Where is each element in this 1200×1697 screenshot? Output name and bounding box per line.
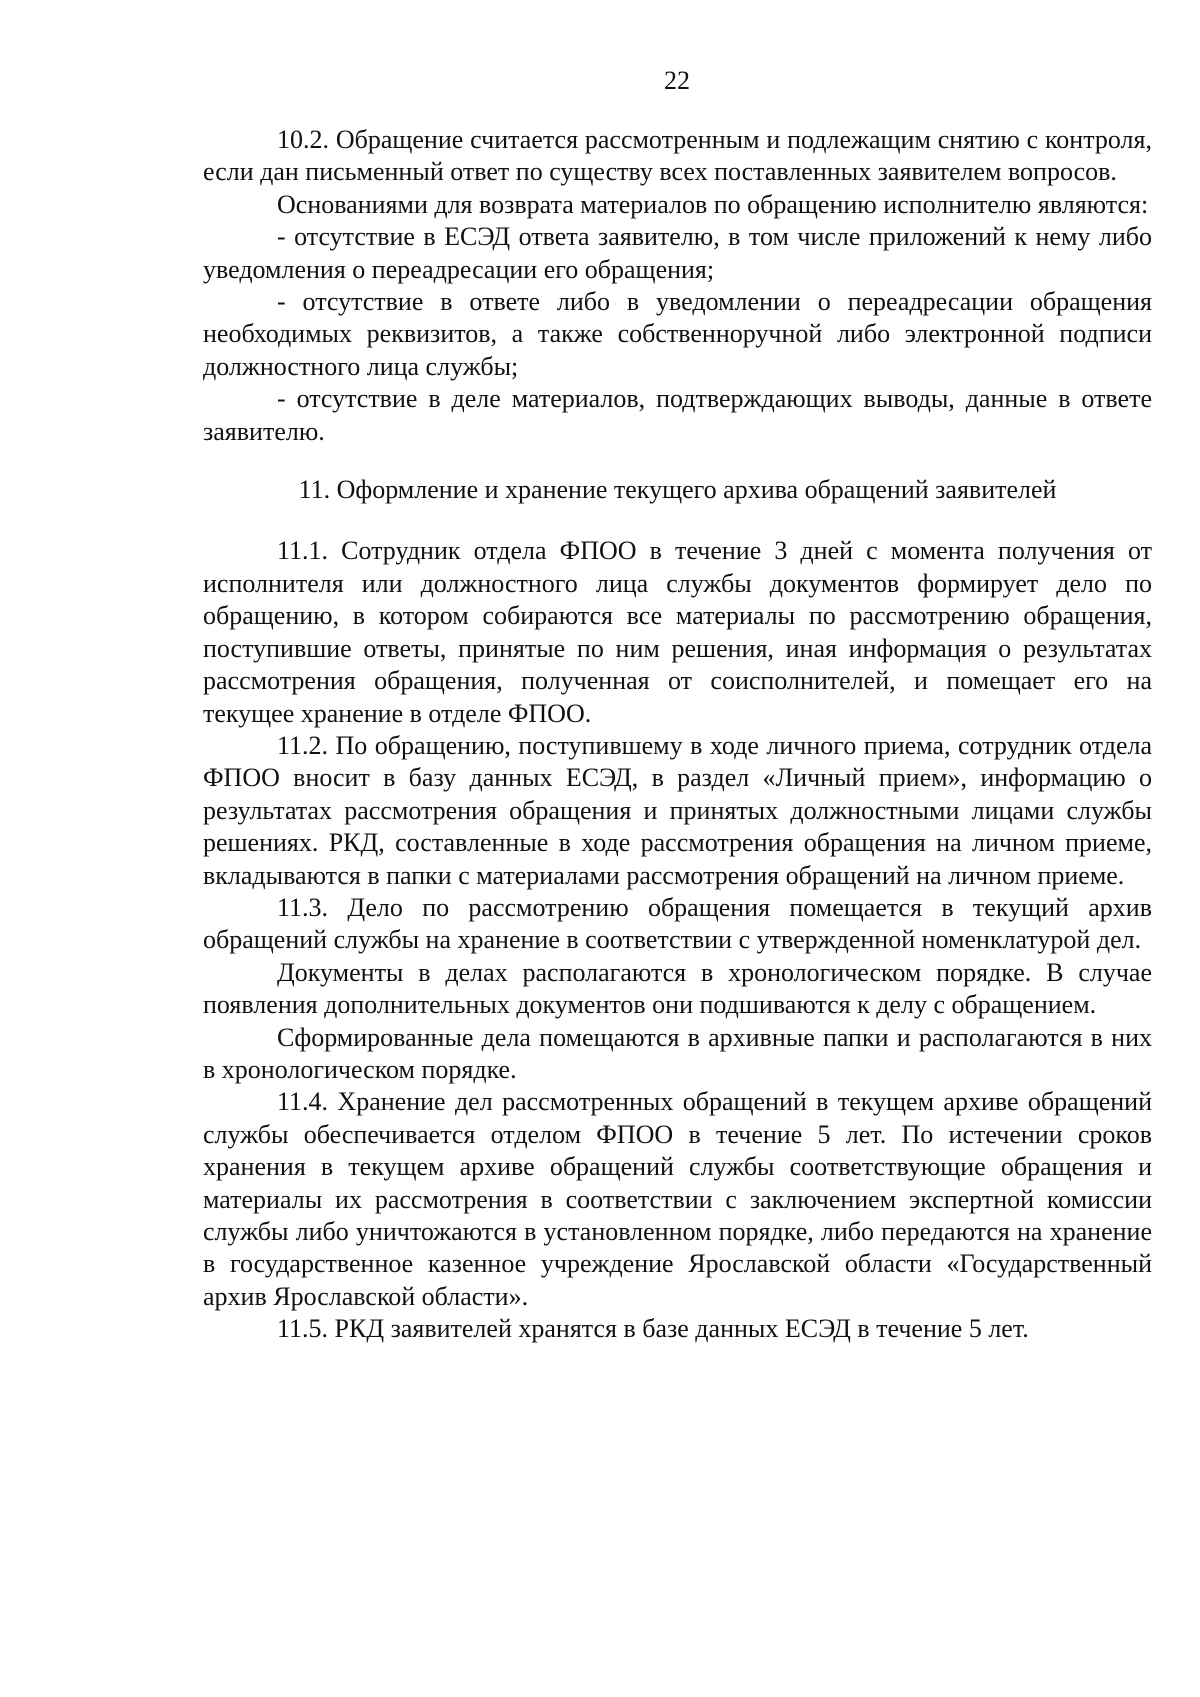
document-body [203,124,1152,1346]
paragraph-documents-order: Документы в делах располагаются в хронологическом порядке. В случае появления дополнительных документов они подшиваются к делу с обращением. [203,957,1152,1020]
list-item-no-materials: - отсутствие в деле материалов, подтверждающих выводы, данные в ответе заявителю. [203,384,1152,446]
paragraph-return-grounds: Основаниями для возврата материалов по обращению исполнителю являются: [277,189,1149,219]
paragraph-11-5: 11.5. РКД заявителей хранятся в базе данных ЕСЭД в течение 5 лет. [277,1314,1029,1344]
page-number: 22 [664,66,690,95]
list-item-no-requisites: - отсутствие в ответе либо в уведомлении о переадресации обращения необходимых реквизитов, а также собственноручной либо электронной подписи должностного лица службы; [203,287,1152,381]
section-heading-11: 11. Оформление и хранение текущего архива обращений заявителей [298,475,1057,505]
paragraph-10-2: 10.2. Обращение считается рассмотренным и подлежащим снятию с контроля, если дан письменный ответ по существу всех поставленных заявителем вопросов. [203,125,1152,187]
list-item-no-response: - отсутствие в ЕСЭД ответа заявителю, в том числе приложений к нему либо уведомления о переадресации его обращения; [203,222,1152,284]
paragraph-11-3: 11.3. Дело по рассмотрению обращения помещается в текущий архив обращений службы на хранение в соответствии с утвержденной номенклатурой дел. [203,892,1152,955]
paragraph-11-4: 11.4. Хранение дел рассмотренных обращений в текущем архиве обращений службы обеспечивается отделом ФПОО в течение 5 лет. По истечении сроков хранения в текущем архиве обращений службы соответствующие обращения и материалы их рассмотрения в соответствии с заключением экспертной комиссии службы либо уничтожаются в установленном порядке, либо передаются на хранение в государственное казенное учреждение Ярославской области «Государственный архив Ярославской области». [203,1087,1152,1311]
paragraph-11-1: 11.1. Сотрудник отдела ФПОО в течение 3 дней с момента получения от исполнителя или должностного лица службы документов формирует дело по обращению, в котором собираются все материалы по рассмотрению обращения, поступившие ответы, принятые по ним решения, иная информация о результатах рассмотрения обращения, полученная от соисполнителей, и помещает его на текущее хранение в отделе ФПОО. [203,536,1152,728]
paragraph-archive-folders: Сформированные дела помещаются в архивные папки и располагаются в них в хронологическом порядке. [203,1022,1152,1084]
paragraph-11-2: 11.2. По обращению, поступившему в ходе личного приема, сотрудник отдела ФПОО вносит в базу данных ЕСЭД, в раздел «Личный прием», информацию о результатах рассмотрения обращения и принятых должностными лицами службы решениях. РКД, составленные в ходе рассмотрения обращения на личном приеме, вкладываются в папки с материалами рассмотрения обращений на личном приеме. [203,730,1152,890]
